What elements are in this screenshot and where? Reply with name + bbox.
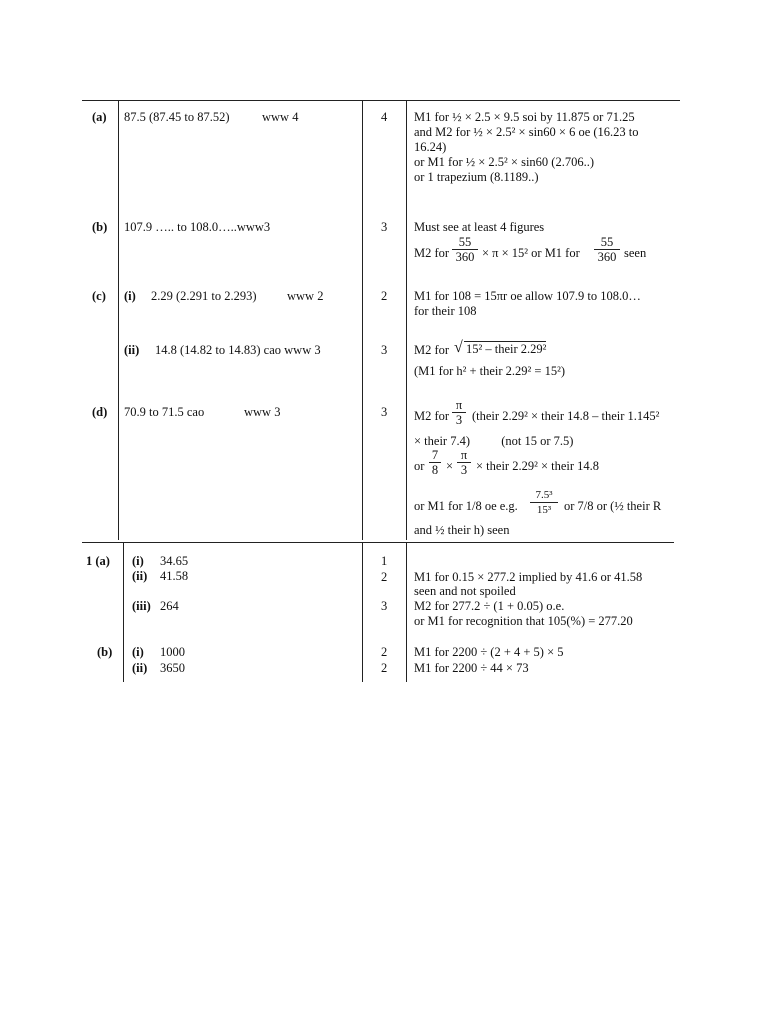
part-c-ii-m1: (M1 for h² + their 2.29² = 15²) bbox=[414, 364, 566, 378]
part-c-i-guidance-2: for their 108 bbox=[414, 304, 477, 318]
part-a-guidance-5: or 1 trapezium (8.1189..) bbox=[414, 170, 539, 184]
part-d-m1-prefix: or M1 for 1/8 oe e.g. bbox=[414, 499, 518, 513]
q-a-guidance-4: or M1 for recognition that 105(%) = 277.20 bbox=[414, 614, 633, 628]
part-c-i-label: (i) bbox=[124, 289, 136, 303]
part-d-or-word: or bbox=[414, 459, 425, 473]
q-b-i-mark: 2 bbox=[381, 645, 388, 659]
part-c-i-note: www 2 bbox=[287, 289, 324, 303]
part-c-ii-m2: M2 for bbox=[414, 343, 450, 357]
part-c-ii-label: (ii) bbox=[124, 343, 140, 357]
q-a-iii-answer: 264 bbox=[160, 599, 179, 613]
q-a-i-mark: 1 bbox=[381, 554, 388, 568]
fraction-denominator: 360 bbox=[597, 250, 617, 264]
part-d-m2-rest: (their 2.29² × their 14.8 – their 1.145² bbox=[472, 409, 660, 423]
part-c-i-answer: 2.29 (2.291 to 2.293) bbox=[151, 289, 257, 303]
part-d-label: (d) bbox=[92, 405, 108, 419]
col-divider-1-lower bbox=[123, 542, 124, 682]
part-b-label: (b) bbox=[92, 220, 108, 234]
q-a-guidance-2: seen and not spoiled bbox=[414, 584, 516, 598]
part-a-label: (a) bbox=[92, 110, 107, 124]
q-a-iii-label: (iii) bbox=[132, 599, 151, 613]
q-a-iii-mark: 3 bbox=[381, 599, 388, 613]
part-b-mark: 3 bbox=[381, 220, 388, 234]
part-c-i-guidance-1: M1 for 108 = 15πr oe allow 107.9 to 108.0… bbox=[414, 289, 641, 303]
part-a-guidance-3: 16.24) bbox=[414, 140, 447, 154]
col-divider-2-lower bbox=[362, 542, 363, 682]
col-divider-1 bbox=[118, 100, 119, 540]
sqrt-icon: √ bbox=[454, 339, 463, 356]
q-b-ii-guidance: M1 for 2200 ÷ 44 × 73 bbox=[414, 661, 529, 675]
part-d-m2-prefix: M2 for bbox=[414, 409, 450, 423]
part-b-fraction-1 bbox=[452, 235, 478, 264]
q-a-guidance-1: M1 for 0.15 × 277.2 implied by 41.6 or 41.58 bbox=[414, 570, 643, 584]
q-a-ii-label: (ii) bbox=[132, 569, 148, 583]
fraction-numerator: 55 bbox=[452, 235, 478, 250]
part-d-pi-over-3-b bbox=[457, 448, 471, 477]
part-d-note: www 3 bbox=[244, 405, 281, 419]
part-c-i-mark: 2 bbox=[381, 289, 388, 303]
part-d-m1-fraction bbox=[530, 488, 558, 517]
part-d-line2: × their 7.4) (not 15 or 7.5) bbox=[414, 434, 574, 448]
part-d-mark: 3 bbox=[381, 405, 388, 419]
fraction-denominator: 3 bbox=[460, 463, 468, 477]
q-a-ii-mark: 2 bbox=[381, 570, 388, 584]
part-b-guidance-1: Must see at least 4 figures bbox=[414, 220, 545, 234]
fraction-numerator: 55 bbox=[594, 235, 620, 250]
q-label: 1 (a) bbox=[86, 554, 110, 568]
part-a-guidance-2: and M2 for ½ × 2.5² × sin60 × 6 oe (16.23 to bbox=[414, 125, 639, 139]
mid-rule bbox=[82, 542, 674, 543]
part-d-m1-rest: or 7/8 or (½ their R bbox=[564, 499, 662, 513]
part-d-or-rest: × their 2.29² × their 14.8 bbox=[476, 459, 600, 473]
fraction-denominator: 360 bbox=[455, 250, 475, 264]
part-d-last: and ½ their h) seen bbox=[414, 523, 510, 537]
col-divider-3 bbox=[406, 100, 407, 540]
fraction-denominator: 15³ bbox=[536, 504, 552, 516]
q-b-i-guidance: M1 for 2200 ÷ (2 + 4 + 5) × 5 bbox=[414, 645, 564, 659]
q-a-guidance-3: M2 for 277.2 ÷ (1 + 0.05) o.e. bbox=[414, 599, 565, 613]
part-b-m2-end: seen bbox=[624, 246, 647, 260]
part-b-m2-mid: × π × 15² or M1 for bbox=[482, 246, 580, 260]
part-b-answer: 107.9 ….. to 108.0…..www3 bbox=[124, 220, 271, 234]
q-b-ii-label: (ii) bbox=[132, 661, 148, 675]
q-b-ii-answer: 3650 bbox=[160, 661, 185, 675]
part-d-answer: 70.9 to 71.5 cao bbox=[124, 405, 205, 419]
top-rule bbox=[82, 100, 680, 101]
part-c-label: (c) bbox=[92, 289, 106, 303]
q-b-ii-mark: 2 bbox=[381, 661, 388, 675]
part-a-note: www 4 bbox=[262, 110, 299, 124]
col-divider-3-lower bbox=[406, 542, 407, 682]
q-a-i-answer: 34.65 bbox=[160, 554, 189, 568]
fraction-numerator: 7 bbox=[429, 448, 441, 463]
part-c-ii-answer: 14.8 (14.82 to 14.83) cao www 3 bbox=[155, 343, 321, 357]
part-b-fraction-2 bbox=[594, 235, 620, 264]
part-d-times: × bbox=[446, 459, 454, 473]
q-b-i-answer: 1000 bbox=[160, 645, 185, 659]
fraction-denominator: 3 bbox=[455, 413, 463, 427]
q-b-label: (b) bbox=[97, 645, 113, 659]
part-a-guidance-1: M1 for ½ × 2.5 × 9.5 soi by 11.875 or 71.25 bbox=[414, 110, 635, 124]
part-c-ii-mark: 3 bbox=[381, 343, 388, 357]
q-b-i-label: (i) bbox=[132, 645, 144, 659]
part-c-ii-radicand: 15² – their 2.29² bbox=[466, 342, 547, 356]
part-a-answer: 87.5 (87.45 to 87.52) bbox=[124, 110, 230, 124]
col-divider-2 bbox=[362, 100, 363, 540]
part-a-guidance-4: or M1 for ½ × 2.5² × sin60 (2.706..) bbox=[414, 155, 594, 169]
part-a-mark: 4 bbox=[381, 110, 388, 124]
part-d-seven-eighths bbox=[429, 448, 441, 477]
q-a-i-label: (i) bbox=[132, 554, 144, 568]
part-d-pi-over-3 bbox=[452, 398, 466, 427]
fraction-denominator: 8 bbox=[431, 463, 439, 477]
fraction-numerator: 7.5³ bbox=[530, 488, 558, 503]
part-b-m2-prefix: M2 for bbox=[414, 246, 450, 260]
q-a-ii-answer: 41.58 bbox=[160, 569, 189, 583]
fraction-numerator: π bbox=[452, 398, 466, 413]
fraction-numerator: π bbox=[457, 448, 471, 463]
